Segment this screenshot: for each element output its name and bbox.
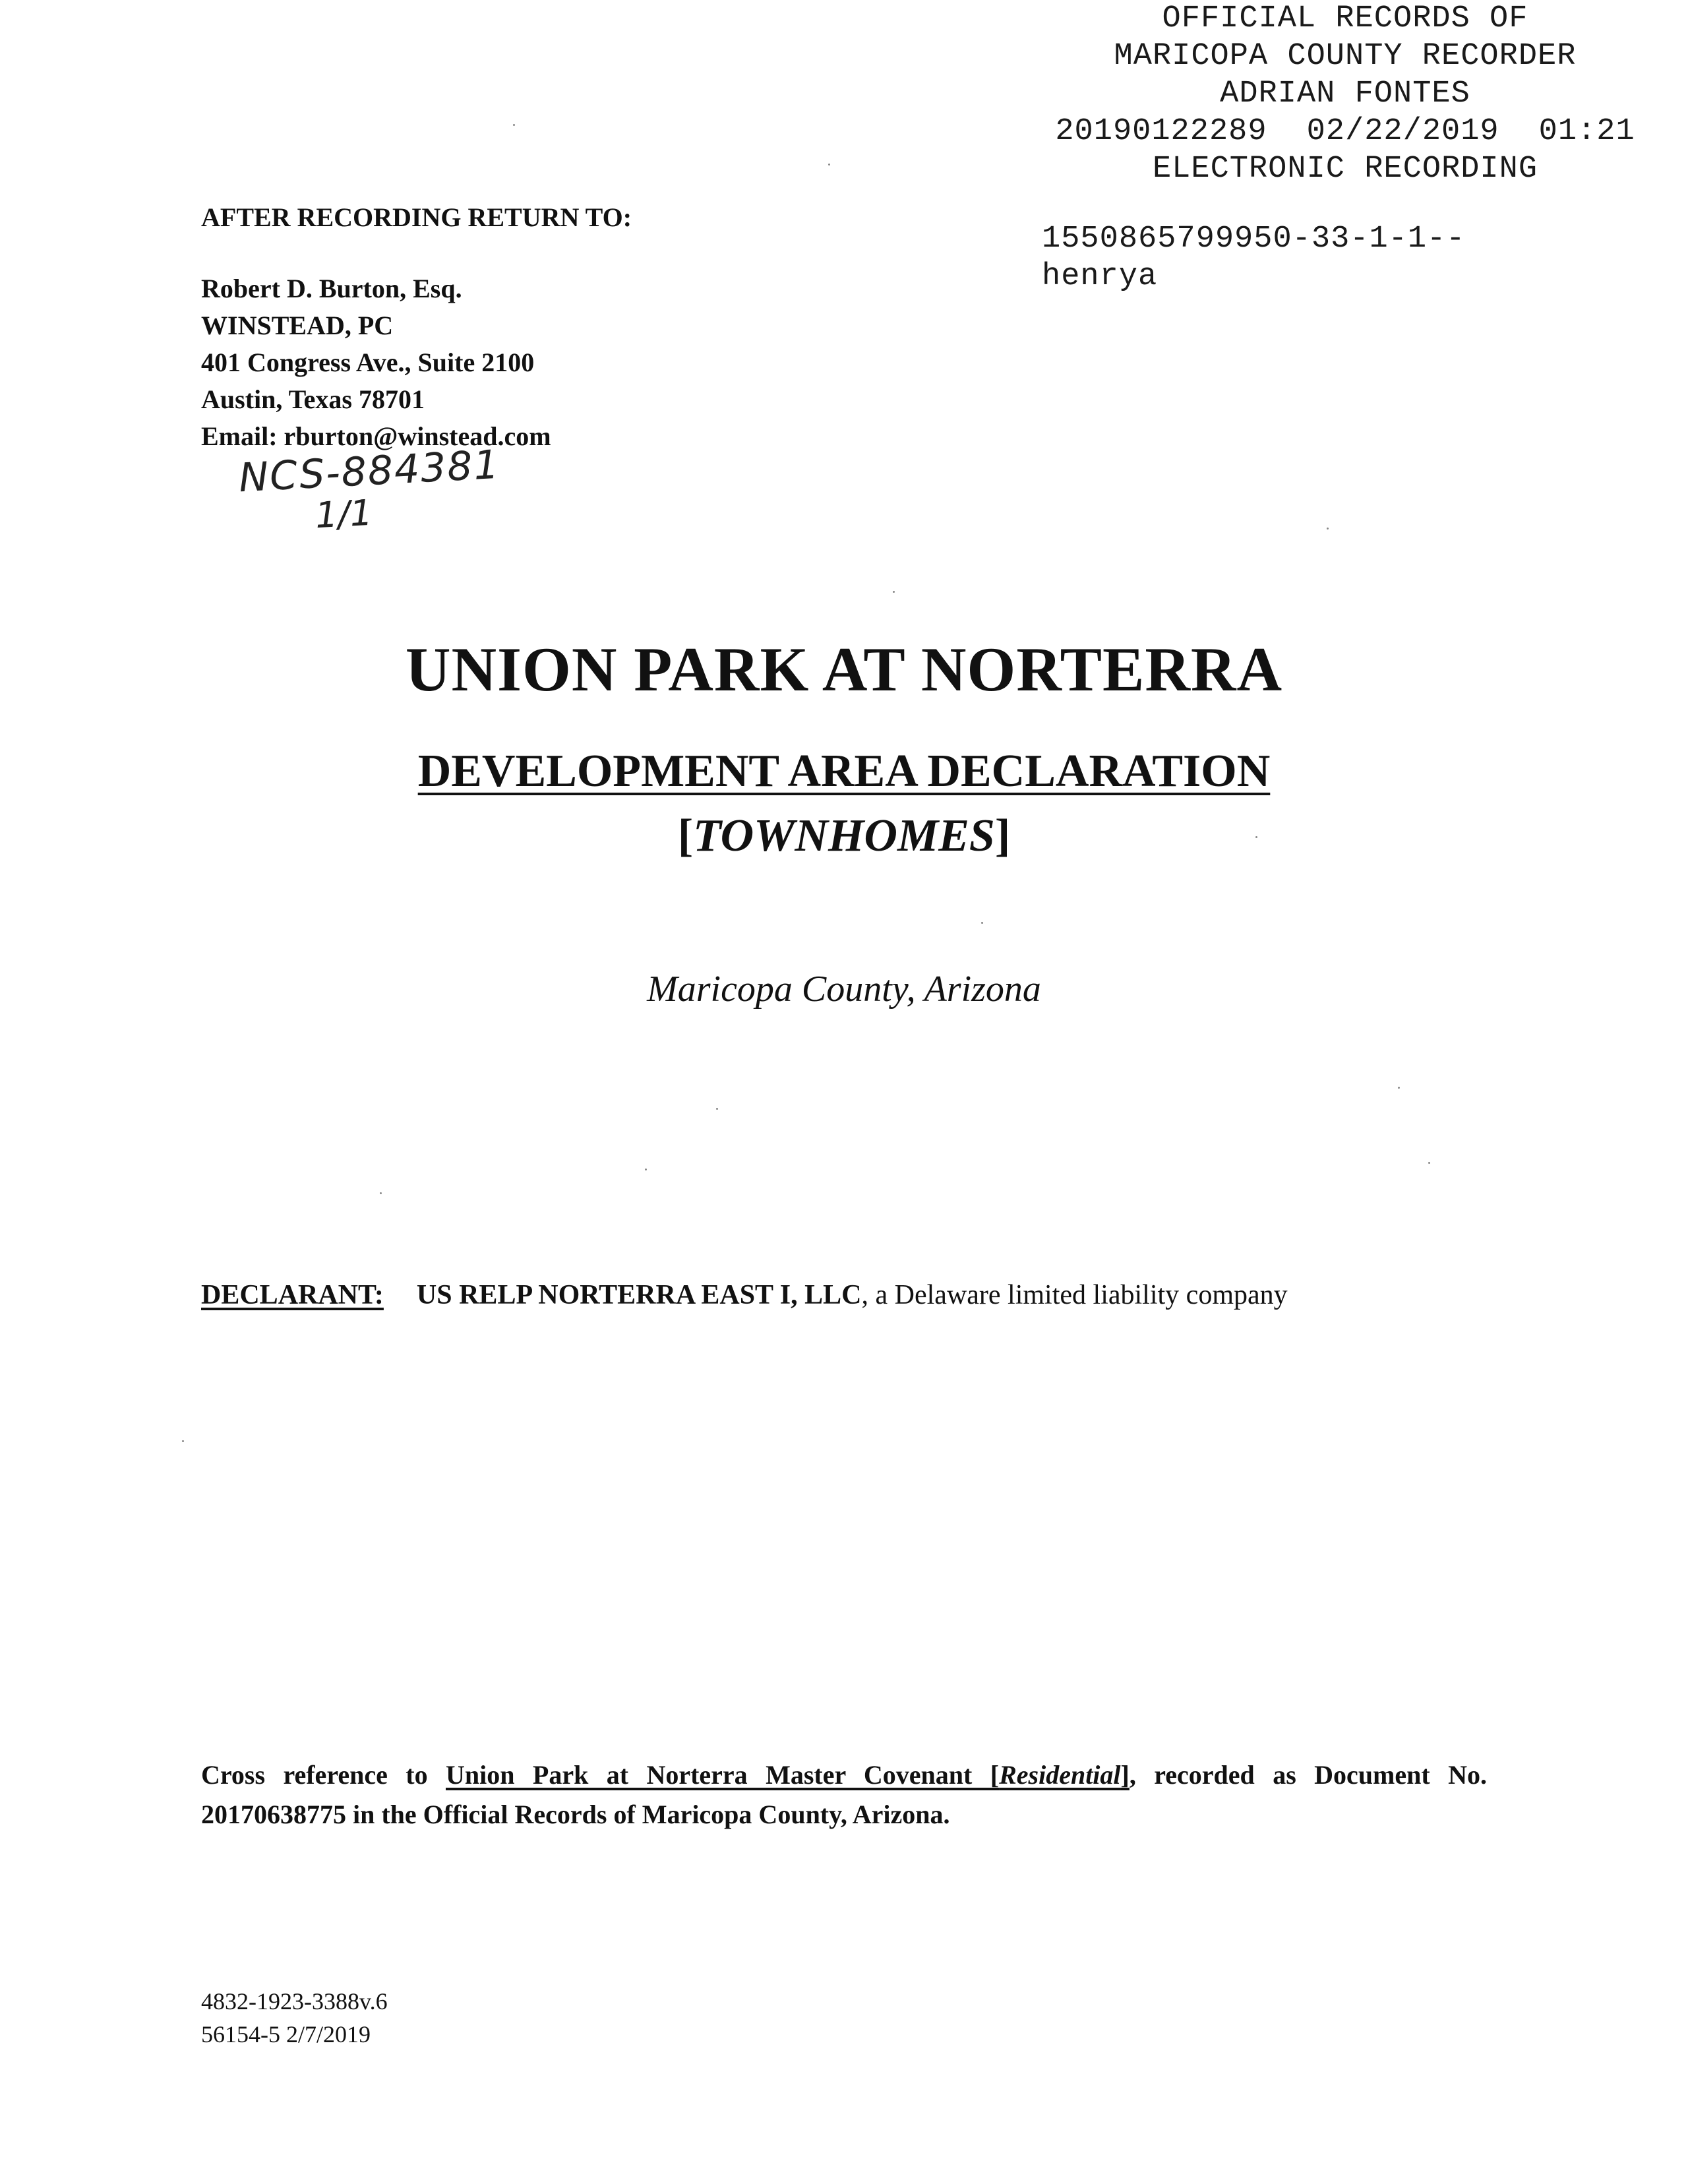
document-subtitle: DEVELOPMENT AREA DECLARATION	[417, 746, 1271, 797]
declarant-line	[201, 1279, 1288, 1311]
recorder-meta	[1029, 113, 1662, 150]
record-time: 01:21	[1538, 114, 1635, 149]
declarant-description: , a Delaware limited liability company	[861, 1280, 1288, 1310]
bracket-close: ]	[994, 810, 1011, 861]
declarant-party: US RELP NORTERRA EAST I, LLC	[416, 1280, 862, 1310]
transaction-id: 1550865799950-33-1-1--	[1042, 222, 1466, 257]
cross-reference	[201, 1755, 1487, 1835]
crossref-prefix: Cross reference to	[201, 1760, 446, 1790]
handwritten-order-number: NCS-884381	[237, 441, 502, 502]
recorder-stamp	[1029, 0, 1662, 188]
record-date: 02/22/2019	[1306, 114, 1499, 149]
scan-speck	[1428, 1162, 1430, 1164]
return-address-block	[201, 199, 632, 455]
scan-speck	[513, 124, 515, 126]
recorder-line-3: ADRIAN FONTES	[1220, 76, 1470, 111]
crossref-doc-title-italic: Residential	[999, 1760, 1121, 1790]
footer-matter-date: 56154-5 2/7/2019	[201, 2021, 371, 2048]
scan-speck	[981, 922, 983, 924]
return-name: Robert D. Burton, Esq.	[201, 274, 462, 303]
bracket-open: [	[677, 810, 694, 861]
recording-type: ELECTRONIC RECORDING	[1152, 152, 1538, 187]
record-number: 20190122289	[1055, 114, 1267, 149]
return-firm: WINSTEAD, PC	[201, 311, 394, 340]
crossref-doc-title-close: ]	[1120, 1760, 1130, 1790]
scan-speck	[182, 1440, 184, 1442]
declarant-label: DECLARANT:	[201, 1280, 384, 1310]
return-city: Austin, Texas 78701	[201, 384, 425, 414]
scan-speck	[893, 591, 895, 593]
crossref-doc-title: Union Park at Norterra Master Covenant [	[445, 1760, 1000, 1790]
scan-speck	[1327, 528, 1329, 530]
scan-speck	[716, 1108, 718, 1110]
return-street: 401 Congress Ave., Suite 2100	[201, 348, 535, 377]
recorder-line-2: MARICOPA COUNTY RECORDER	[1114, 39, 1577, 74]
scan-speck	[1398, 1087, 1400, 1089]
county-line: Maricopa County, Arizona	[647, 969, 1041, 1010]
handwritten-page-count: 1/1	[314, 491, 374, 537]
return-email: Email: rburton@winstead.com	[201, 421, 551, 451]
scan-speck	[1255, 836, 1257, 838]
footer-doc-ids	[201, 1985, 388, 2051]
transaction-block	[1042, 220, 1466, 295]
subtitle-type-text: TOWNHOMES	[693, 810, 995, 861]
scan-speck	[645, 1168, 647, 1170]
operator-id: henrya	[1042, 259, 1158, 294]
return-heading: AFTER RECORDING RETURN TO:	[201, 202, 632, 232]
recorder-line-1: OFFICIAL RECORDS OF	[1162, 1, 1528, 36]
footer-doc-number: 4832-1923-3388v.6	[201, 1988, 388, 2015]
crossref-suffix: , recorded as Document No. 20170638775 in the Official Records of Maricopa County, Arizona.	[201, 1760, 1487, 1829]
document-title: UNION PARK AT NORTERRA	[405, 634, 1283, 704]
scan-speck	[380, 1192, 382, 1194]
document-subtitle-type	[0, 810, 1688, 863]
scan-speck	[828, 164, 830, 166]
